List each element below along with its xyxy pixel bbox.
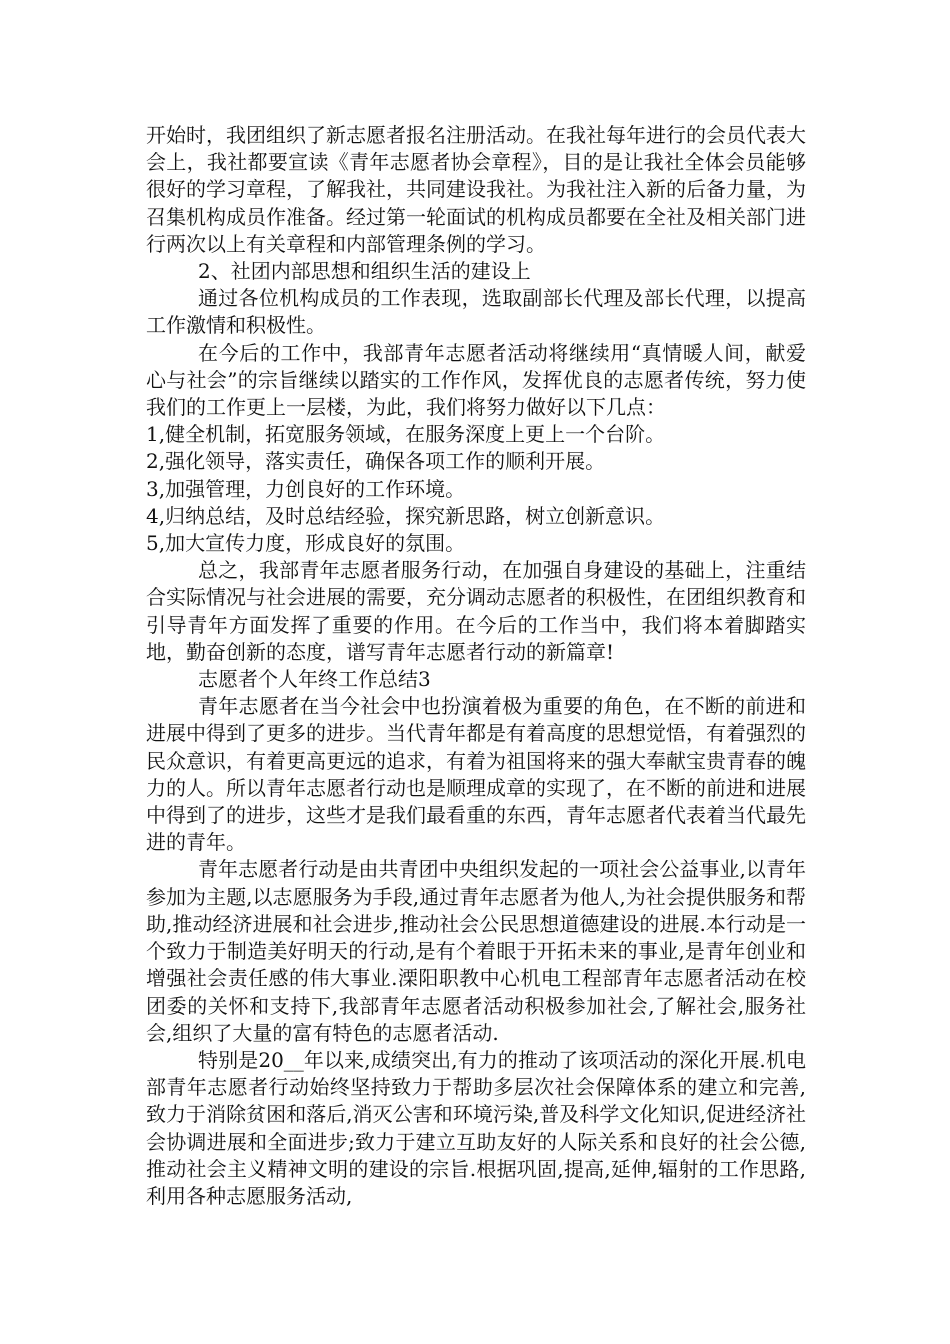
paragraph-youth-role: 青年志愿者在当今社会中也扮演着极为重要的角色，在不断的前进和进展中得到了更多的进步。当代青年都是有着高度的思想觉悟，有着强烈的民众意识，有着更高更远的追求，有着为祖国将来的强大奉献宝贵青春的魄力的人。所以青年志愿者行动也是顺理成章的实现了，在不断的前进和进展中得到了的进步，这些才是我们最看重的东西，青年志愿者代表着当代最先进的青年。 bbox=[146, 694, 806, 855]
paragraph-registration: 开始时，我团组织了新志愿者报名注册活动。在我社每年进行的会员代表大会上，我社都要宣读《青年志愿者协会章程》，目的是让我社全体会员能够很好的学习章程，了解我社，共同建设我社。为我社注入新的后备力量，为召集机构成员作准备。经过第一轮面试的机构成员都要在全社及相关部门进行两次以上有关章程和内部管理条例的学习。 bbox=[146, 123, 806, 256]
paragraph-conclusion: 总之，我部青年志愿者服务行动，在加强自身建设的基础上，注重结合实际情况与社会进展的需要，充分调动志愿者的积极性，在团组织教育和引导青年方面发挥了重要的作用。在今后的工作当中，我们将本着脚踏实地，勤奋创新的态度，谱写青年志愿者行动的新篇章! bbox=[146, 558, 806, 664]
section-title-summary-3: 志愿者个人年终工作总结3 bbox=[198, 667, 431, 692]
paragraph-member-selection: 通过各位机构成员的工作表现，选取副部长代理及部长代理，以提高工作激情和积极性。 bbox=[146, 286, 806, 338]
paragraph-achievements: 特别是20__年以来,成绩突出,有力的推动了该项活动的深化开展.机电部青年志愿者行动始终坚持致力于帮助多层次社会保障体系的建立和完善,致力于消除贫困和落后,消灭公害和环境污染,普及科学文化知识,促进经济社会协调进展和全面进步;致力于建立互助友好的人际关系和良好的社会公德,推动社会主义精神文明的建设的宗旨.根据巩固,提高,延伸,辐射的工作思路,利用各种志愿服务活动, bbox=[146, 1047, 806, 1208]
list-item: 2,强化领导，落实责任，确保各项工作的顺利开展。 bbox=[146, 449, 606, 474]
list-item: 3,加强管理，力创良好的工作环境。 bbox=[146, 476, 466, 501]
list-item: 5,加大宣传力度，形成良好的氛围。 bbox=[146, 531, 466, 556]
paragraph-volunteer-action: 青年志愿者行动是由共青团中央组织发起的一项社会公益事业,以青年参加为主题,以志愿服务为手段,通过青年志愿者为他人,为社会提供服务和帮助,推动经济进展和社会进步,推动社会公民思想道德建设的进展.本行动是一个致力于制造美好明天的行动,是有个着眼于开拓未来的事业,是青年创业和增强社会责任感的伟大事业.溧阳职教中心机电工程部青年志愿者活动在校团委的关怀和支持下,我部青年志愿者活动积极参加社会,了解社会,服务社会,组织了大量的富有特色的志愿者活动. bbox=[146, 857, 806, 1045]
section-heading-organization-life: 2、社团内部思想和组织生活的建设上 bbox=[198, 259, 531, 284]
document-body bbox=[146, 122, 806, 1210]
list-item: 1,健全机制，拓宽服务领域，在服务深度上更上一个台阶。 bbox=[146, 422, 666, 447]
paragraph-future-work: 在今后的工作中，我部青年志愿者活动将继续用“真情暖人间，献爱心与社会”的宗旨继续以踏实的工作作风，发挥优良的志愿者传统，努力使我们的工作更上一层楼，为此，我们将努力做好以下几点： bbox=[146, 340, 806, 420]
list-item: 4,归纳总结，及时总结经验，探究新思路，树立创新意识。 bbox=[146, 503, 666, 528]
